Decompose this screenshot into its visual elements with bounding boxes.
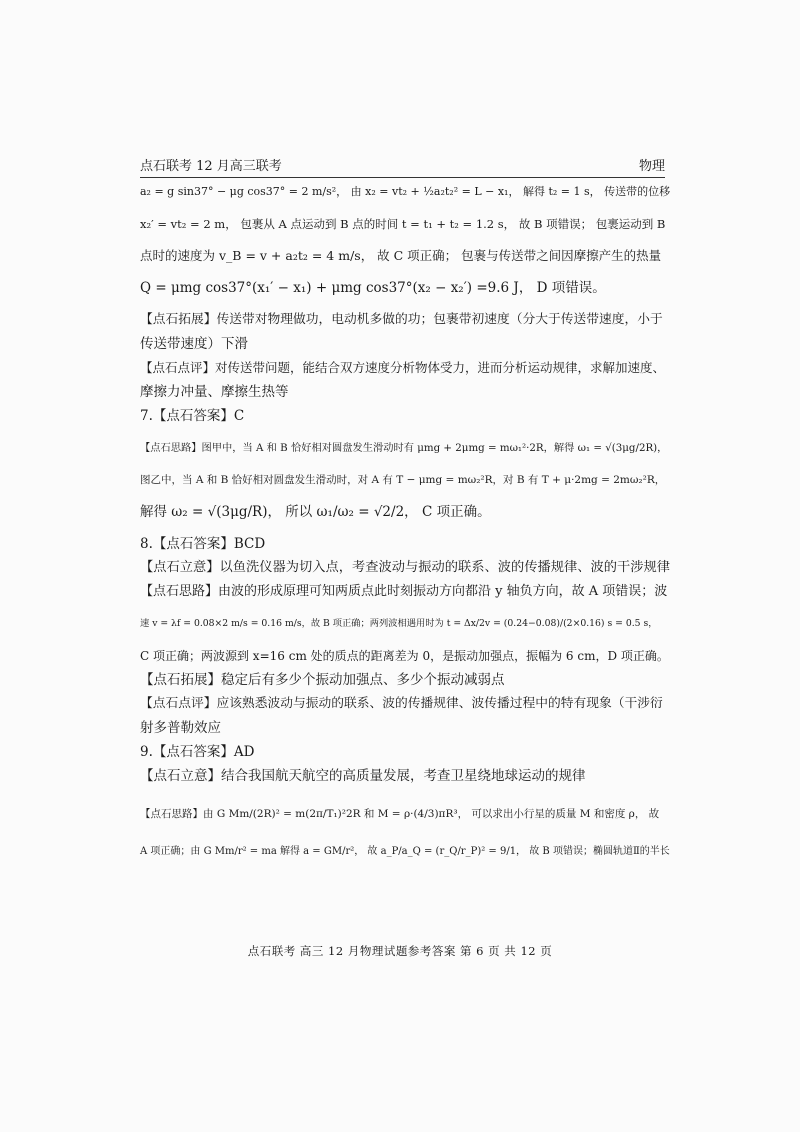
text-line: A 项正确；由 G Mm/r² = ma 解得 a = GM/r²， 故 a_P/a_Q = (r_Q/r_P)² = 9/1， 故 B 项错误；椭圆轨道Ⅱ的半长 [140, 846, 670, 857]
text-line: 【点石立意】以鱼洗仪器为切入点，考查波动与振动的联系、波的传播规律、波的干涉规律 [140, 560, 671, 575]
text-line: C 项正确；两波源到 x=16 cm 处的质点的距离差为 0，是振动加强点，振幅为 6 cm，D 项正确。 [140, 649, 669, 663]
text-line: 【点石思路】由波的形成原理可知两质点此时刻振动方向都沿 y 轴负方向，故 A 项错误；波 [140, 584, 668, 599]
page-header [140, 155, 665, 178]
text-line: 9.【点石答案】AD [140, 744, 255, 760]
text-line: 点时的速度为 v_B = v + a₂t₂ = 4 m/s， 故 C 项正确； 包裹与传送带之间因摩擦产生的热量 [140, 248, 662, 263]
text-line: 摩擦力冲量、摩擦生热等 [140, 384, 289, 400]
answer-content [140, 180, 670, 864]
text-line: a₂ = g sin37° − μg cos37° = 2 m/s²， 由 x₂ = vt₂ + ½a₂t₂² = L − x₁， 解得 t₂ = 1 s， 传送带的位移 [140, 185, 671, 198]
text-line: 射多普勒效应 [140, 720, 221, 736]
text-line: 【点石立意】结合我国航天航空的高质量发展，考查卫星绕地球运动的规律 [140, 768, 586, 784]
text-line: 【点石拓展】传送带对物理做功，电动机多做的功；包裹带初速度（分大于传送带速度，小于 [140, 312, 663, 327]
header-right: 物理 [638, 159, 665, 174]
text-line: 速 v = λf = 0.08×2 m/s = 0.16 m/s，故 B 项正确；两列波相遇用时为 t = Δx/2v = (0.24−0.08)/(2×0.16) s = 0.5 s， [140, 618, 658, 629]
text-line: Q = μmg cos37°(x₁′ − x₁) + μmg cos37°(x₂ − x₂′) =9.6 J， D 项错误。 [140, 280, 606, 296]
text-line: 【点石思路】由 G Mm/(2R)² = m(2π/T₁)²2R 和 M = ρ·(4/3)πR³， 可以求出小行星的质量 M 和密度 ρ， 故 [140, 808, 660, 820]
text-line: 解得 ω₂ = √(3μg/R)， 所以 ω₁/ω₂ = √2/2， C 项正确。 [140, 504, 491, 520]
text-line: 【点石拓展】稳定后有多少个振动加强点、多少个振动减弱点 [140, 672, 505, 688]
text-line: 【点石点评】应该熟悉波动与振动的联系、波的传播规律、波传播过程中的特有现象（干涉衍 [140, 696, 663, 711]
page-footer: 点石联考 高三 12 月物理试题参考答案 第 6 页 共 12 页 [247, 944, 553, 958]
text-line: 传送带速度）下滑 [140, 336, 248, 352]
text-line: 【点石点评】对传送带问题，能结合双方速度分析物体受力，进而分析运动规律，求解加速度、 [140, 360, 666, 375]
header-left: 点石联考 12 月高三联考 [140, 159, 282, 174]
text-line: 【点石思路】图甲中，当 A 和 B 恰好相对圆盘发生滑动时有 μmg + 2μmg = mω₁²·2R，解得 ω₁ = √(3μg/2R)， [140, 442, 668, 454]
text-line: 8.【点石答案】BCD [140, 536, 266, 552]
text-line: 图乙中，当 A 和 B 恰好相对圆盘发生滑动时，对 A 有 T − μmg = mω₂²R，对 B 有 T + μ·2mg = 2mω₂²R， [140, 474, 666, 486]
text-line: 7.【点石答案】C [140, 408, 245, 424]
text-line: x₂′ = vt₂ = 2 m， 包裹从 A 点运动到 B 点的时间 t = t₁ + t₂ = 1.2 s， 故 B 项错误； 包裹运动到 B [140, 217, 666, 231]
